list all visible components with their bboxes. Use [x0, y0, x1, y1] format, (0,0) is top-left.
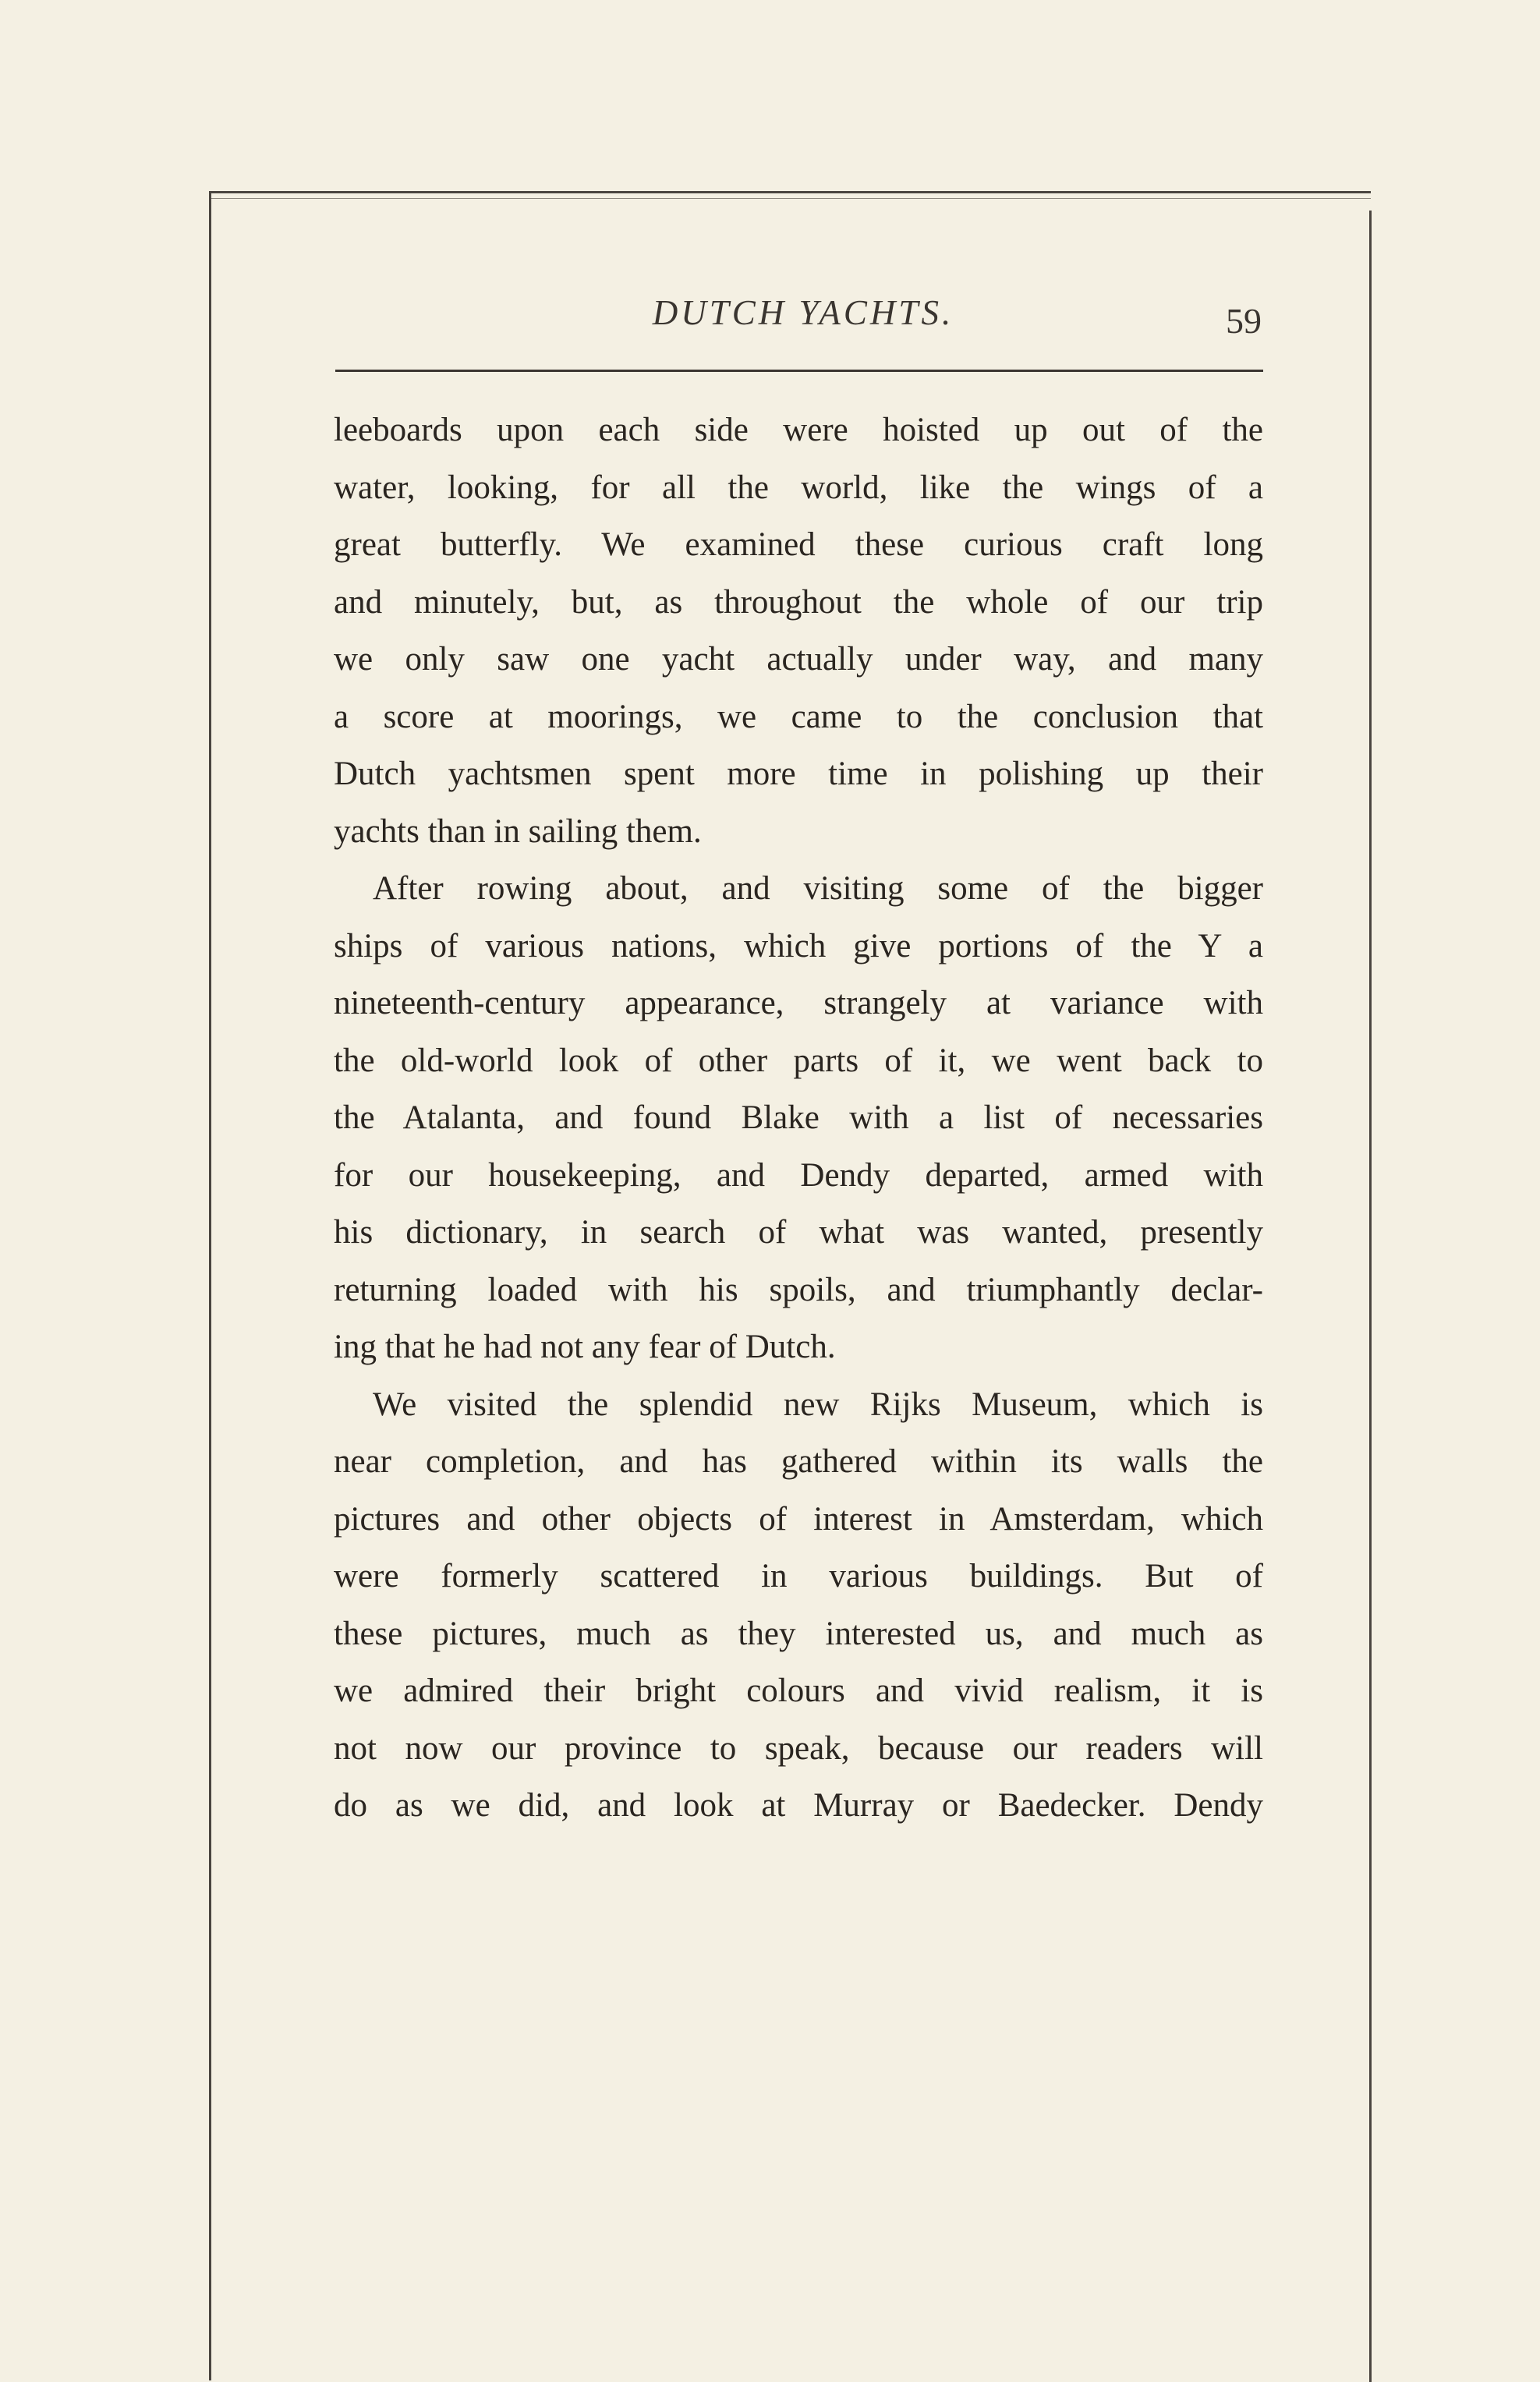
text-line: the old-world look of other parts of it, we went back to: [334, 1042, 1263, 1079]
text-line: for our housekeeping, and Dendy departed, armed with: [334, 1156, 1263, 1194]
text-line: returning loaded with his spoils, and triumphantly declar-: [334, 1271, 1263, 1308]
frame-left-rule: [209, 191, 211, 2380]
text-line: were formerly scattered in various buildings. But of: [334, 1558, 1263, 1594]
text-line: we admired their bright colours and vivid realism, it is: [334, 1672, 1263, 1709]
text-line: leeboards upon each side were hoisted up out of the: [334, 412, 1263, 448]
text-line: these pictures, much as they interested us, and much as: [334, 1615, 1263, 1652]
page-number: 59: [1226, 301, 1262, 341]
running-title: DUTCH YACHTS.: [652, 293, 954, 332]
text-line: yachts than in sailing them.: [334, 812, 702, 850]
text-line: Dutch yachtsmen spent more time in polishing up their: [334, 756, 1263, 792]
frame-top-rule: [209, 191, 1371, 193]
text-line: his dictionary, in search of what was wanted, presently: [334, 1214, 1263, 1251]
text-line: ships of various nations, which give portions of the Y a: [334, 927, 1263, 964]
frame-top-thin-rule: [209, 198, 1371, 199]
body-text: [334, 402, 1263, 1835]
text-line: ing that he had not any fear of Dutch.: [334, 1329, 836, 1365]
text-line: nineteenth-century appearance, strangely at variance with: [334, 985, 1263, 1021]
text-line: we only saw one yacht actually under way, and many: [334, 641, 1263, 678]
text-line: do as we did, and look at Murray or Baedecker. Dendy: [334, 1787, 1263, 1824]
text-line: not now our province to speak, because our readers will: [334, 1729, 1263, 1767]
header-rule: [335, 370, 1263, 372]
text-line: great butterfly. We examined these curious craft long: [334, 526, 1263, 563]
text-line: pictures and other objects of interest in Amsterdam, which: [334, 1500, 1263, 1538]
text-line: the Atalanta, and found Blake with a list of necessaries: [334, 1099, 1263, 1136]
frame-right-rule: [1369, 211, 1372, 2382]
text-line: and minutely, but, as throughout the whole of our trip: [334, 583, 1263, 621]
text-line: near completion, and has gathered within its walls the: [334, 1443, 1263, 1480]
text-line: water, looking, for all the world, like the wings of a: [334, 469, 1263, 506]
text-line: We visited the splendid new Rijks Museum, which is: [373, 1386, 1263, 1423]
text-line: a score at moorings, we came to the conclusion that: [334, 698, 1263, 735]
text-line: After rowing about, and visiting some of the bigger: [373, 870, 1263, 907]
